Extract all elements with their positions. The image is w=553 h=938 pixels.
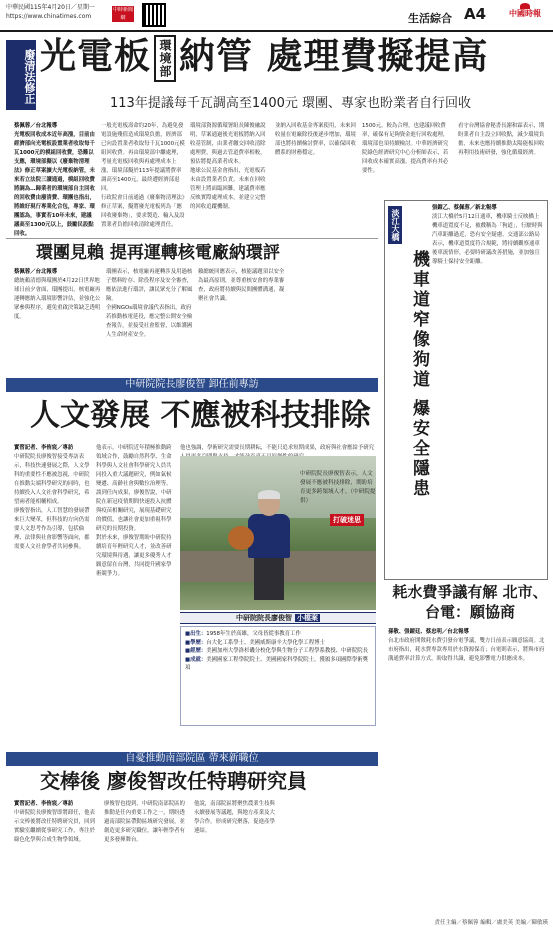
story3-paragraph: 談到任內成果，廖俊智說，中研院在新冠疫情期間快速投入抗體與疫苗相關研究，展現基礎研究的價值，也讓社會更加重視科學研究的長期投資。 [96,490,172,532]
lead-column-5 [362,122,452,198]
page-number: A4 [464,5,487,23]
story2-column-2 [106,268,194,372]
story2-paragraph: 環團表示，核電廠再運轉涉及用過核子燃料貯存、除役程序及安全審查，應依法進行環評，讓民眾充分了解風險。 [106,269,193,302]
story4-byline: 實習記者、李侑宸／專訪 [14,801,74,807]
issue-date: 中華民國115年4月20日／星期一 [6,4,95,11]
story4-topic-band: 自憂推動南部院區 帶來新職位 [6,752,378,766]
story3-column-3 [180,444,376,454]
story2-paragraph: 總統賴清德與環團於4月22日世界地球日前夕會面，環團提出，核電廠再運轉應納入環境影響評估，並強化公眾參與程序，避免重啟決策缺乏透明度。 [14,278,101,320]
story3-paragraph: 他表示，中研院近年積極推動跨領域合作，鼓勵自然科學、生命科學與人文社會科學研究人員共同投入重大議題研究，例如氣候變遷、高齡社會與數位治理等。 [96,445,172,487]
story4-headline: 交棒後 廖俊智改任特聘研究員 [40,769,307,793]
headline-part-1: 光電板 [40,36,152,77]
lead-byline: 蔡佩蓉／台北報導 [14,123,58,129]
side-story-byline: 張鎧乙、蔡佩蓉／新北報導 [432,205,497,211]
story3-topic-band: 中研院院長廖俊智 卸任前專訪 [6,378,378,392]
photo-caption: 中研院院長廖俊智表示，人文發展不應被科技排除，期盼培育更多跨領域人才。（中研院提供） [300,471,376,504]
story4-column-4 [284,800,376,912]
profile-value: 1958年生於高雄，父母皆從事教育工作 [206,631,301,637]
story4-paragraph: 他說，南部院區將聚焦農業生技與永續發展等議題，與地方產業及大學合作，形成研究聚落，促進產學連結。 [194,801,275,834]
story2-paragraph: 全國NGOs環境會議代表指出，政府若推動核電延役，應完整公開安全檢查報告，並接受社會監督，以維護國人生命財產安全。 [106,305,193,338]
website-url[interactable]: https://www.chinatimes.com [6,13,92,20]
lead-paragraph: 行政院會日前通過《廢棄物清理法》修正草案，擬將廢光電板列為「應回收廢棄物」，要求製造、輸入及設置業者負擔回收清除處理責任。 [101,195,185,228]
profile-label: ■學歷： [185,639,207,646]
story3-column-2 [96,444,174,736]
lead-intro: 光電板回收成本近年高漲，目前由經濟部向光電板設置業者收取每千瓦1000元的模組回收費，恐難以支應，環境部擬以《廢棄物清理法》修正草案擴大光電板納管，未來若立法院三讀通過，模組回收費將調為…歸業者的環境部自主回收的回收費由廢清費、環團也指出，將維好現行專業化合包，專家、環團認為，事實若10年未來，建議議高至1300元以上，鼓勵民設點回收。 [14,132,95,237]
headline-box: 環境部 [154,35,176,82]
water-fee-byline: 孫敬、張鎧廷、蔡忠明／台北報導 [388,629,469,635]
story3-paragraph: 中研院院長廖俊智接受專訪表示，科技快速發展之際，人文學科的重要性不應被忽視，中研院在推動尖端科學研究的同時，也持續投入人文社會科學研究，希望兩者能相輔相成。 [14,454,90,505]
profile-name: 中研院院長廖俊智 [236,614,292,622]
story2-column-1 [14,268,102,372]
story3-headline: 人文發展 不應被科技排除 [30,398,371,433]
main-subheadline: 113年提議每千瓦調高至1400元 環團、專家也盼業者自行回收 [110,96,472,111]
side-story-paragraph: 淡江大橋於5月12日通車，機車騎士反映橋上機車道寬度不足，被戲稱為「狗道」，行駛時與汽車距離過近，恐有安全疑慮。交通部公路局表示，機車道寬度符合規範，將持續觀察通車後車流情形，必要時研議改善措施，並加強宣導騎士保持安全距離。 [432,214,543,265]
brand-text: 中國時報 [509,9,541,18]
water-fee-paragraph: 台北市政府開徵耗水費引發台電爭議，雙方日前表示願意協商。北市府指出，耗水費專款專用於水資源保育；台電則表示，將與市府溝通費率計算方式，盼取得共識，避免影響電力供應成本。 [388,638,545,662]
water-fee-body [388,628,548,908]
newspaper-brand-logo [502,3,548,29]
profile-value: 台大化工系學士、美國威斯康辛大學化學工程博士 [206,639,325,646]
lead-column-3 [190,122,270,234]
lead-paragraph: 一般光電板壽命約20年，為避免發電設施殘值造成環境負擔，經濟部已向設置業者收取每千瓦1000元模組回收費。再由環境部中繼處理，考量光電板回收與再處理成本上漲，環境部擬於113年提議將費率調高至1400元，最終遭經濟部退回。 [101,123,185,192]
profile-value: 美國加州大學洛杉磯分校化學與生物分子工程學系教授、中研院院長 [206,648,368,654]
water-fee-headline: 耗水費爭議有解 北市、台電：願協商 [392,583,548,621]
story2-column-4 [290,268,378,372]
story4-column-1 [14,800,100,912]
story4-column-3 [194,800,280,912]
side-story-body [432,204,544,576]
photo-tag: 打破迷思 [330,514,364,526]
story2-paragraph: 賴總統回應表示，核能議題須以安全為最高原則，並尊重核安會的專業審查，政府將持續與民間團體溝通，凝聚社會共識。 [198,269,285,302]
lead-column-4 [275,122,357,234]
editor-credits: 責任主編／蔡佩蓉 編輯／盧美英 美編／陳敏瑛 [434,920,548,926]
story4-column-2 [104,800,190,912]
story3-paragraph: 他也強調，學術研究需要長期耕耘，不能只追求短期成果，政府與社會應給予研究 [180,445,375,451]
lead-paragraph: 1500元，較為合理，也建議回收費率，確保有足夠資金進行回收處理，環境部也須持續檢討。中華經濟研究院綠色經濟研究中心分析師表示，若回收成本確實高漲，提高費率有其必要性。 [362,123,449,174]
story3-byline: 實習記者、李侑宸／專訪 [14,445,74,451]
story4-paragraph: 廖俊智也提到，中研院南部院區的推動是任內重要工作之一，期盼透過南部院區帶動區域研究發展，並創造更多研究職位，讓年輕學者有更多發揮舞台。 [104,801,185,843]
lead-column-2 [101,122,185,234]
lead-column-1 [14,122,96,237]
baseball-glove-icon [228,526,254,550]
profile-label: ■成就： [185,656,207,663]
masthead [0,0,553,32]
profile-label: ■出生： [185,631,207,637]
lead-column-6 [458,122,548,198]
story2-byline: 蔡佩蓉／台北報導 [14,269,58,275]
story4-paragraph: 中研院院長廖俊智即將卸任，他表示交棒後將改任特聘研究員，回到實驗室繼續從事研究工作，專注於綠色化學與合成生物學領域。 [14,810,95,843]
news-network-logo: 中時新聞網 [112,7,133,21]
story2-headline: 環團見賴 提再運轉核電廠納環評 [36,243,280,263]
lead-paragraph: 地球公民基金會指出，光電板若未由設置業者負責，未來在回收管理上將面臨困難，建議費率應反映實際處理成本，並建立完整的回收追蹤機制。 [190,168,266,210]
side-story-vertical-headline: 機車道窄像狗道 爆安全隱患 [409,250,429,499]
photo-figure-legs [254,556,284,600]
main-headline [40,34,489,82]
profile-label: ■經歷： [185,648,207,654]
photo-figure-body [248,514,290,558]
side-story-tag: 淡江大橋 [388,206,402,244]
profile-value: 美國國家工程學院院士、美國國家科學院院士，獲頒多項國際學術獎項 [185,656,368,671]
lead-paragraph: 環境部資源循環署組長陳俊融說明，草案通過後光電板將納入回收基管制，由業者繳交回收清除處理費，與過去管道費率相較，預估將提高業者成本。 [190,123,266,165]
photo-figure-hair [258,490,280,499]
section-kicker: 廢清法修正 [6,40,36,110]
qr-code-icon [142,3,166,27]
story2-column-3 [198,268,286,372]
lead-paragraph: 並納入回收基金專案使用，未來回收量在電廠除役後逐步增加，環境部也將持續檢討費率，以確保回收體系的財務穩定。 [275,123,356,156]
lead-paragraph: 看守台灣協會秘書長謝和霖表示，期盼業者自主設立回收點，減少環境負擔，未來也應持續推動太陽能板回收再利用技術研發，強化循環經濟。 [458,123,545,156]
section-divider [6,238,378,239]
profile-box [180,626,376,726]
section-name: 生活綜合 [408,12,452,25]
profile-title [180,612,376,624]
story3-paragraph: 對於未來，廖俊智期盼中研院持續培育年輕研究人才，並改善研究環境與待遇，讓更多優秀人才願意留在台灣，共同提升國家學術競爭力。 [96,535,172,577]
story3-column-1 [14,444,92,736]
profile-badge: 小檔案 [297,614,318,622]
story3-paragraph: 廖俊智指出，人工智慧的發展帶來巨大變革，但科技的方向仍需要人文思考作為引導，包括倫理、法律與社會影響等面向，都需要人文社會學者共同參與。 [14,508,90,550]
headline-part-2: 納管 處理費擬提高 [179,36,489,77]
